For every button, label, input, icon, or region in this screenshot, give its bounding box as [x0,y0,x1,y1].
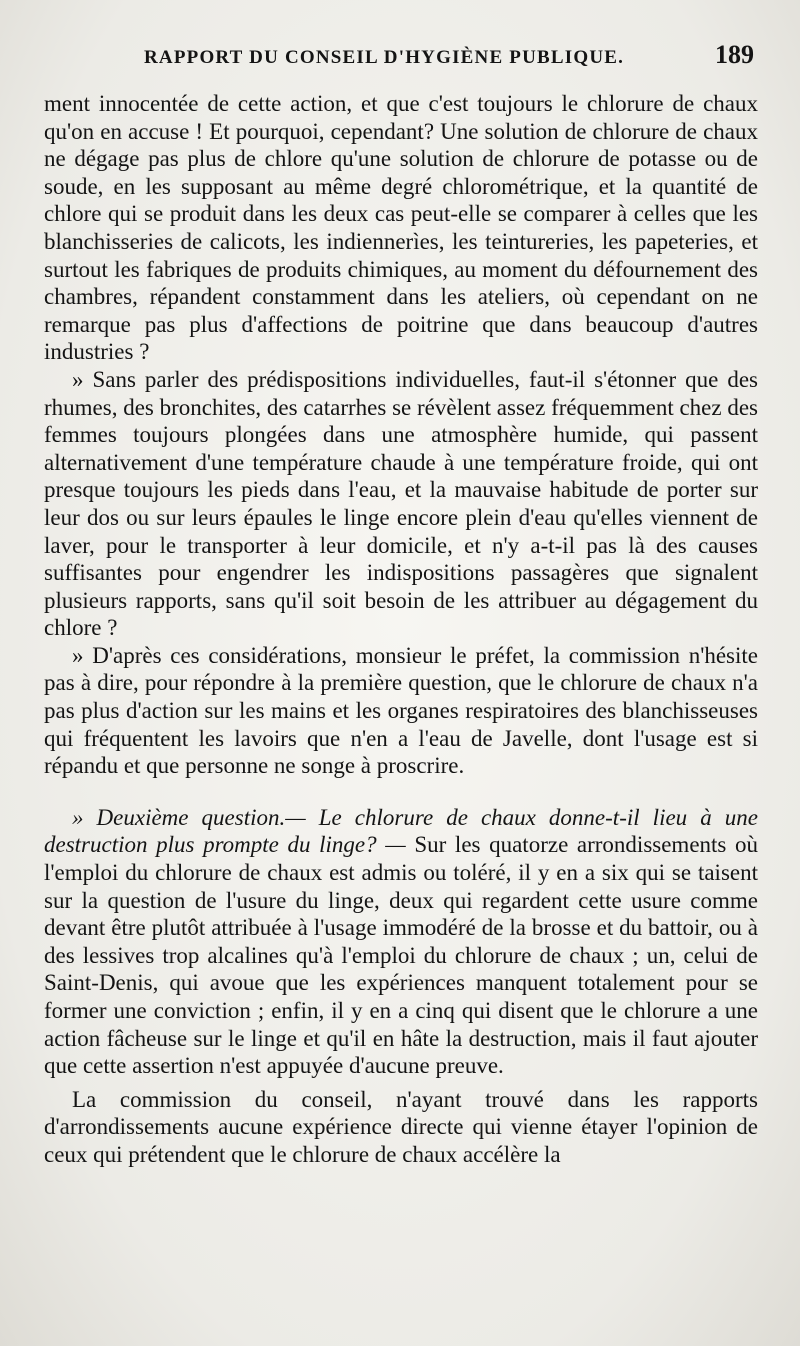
paragraph-5: La commission du conseil, n'ayant trouvé dans les rapports d'arrondissements aucune expérience directe qui vienne étayer l'opinion de ceux qui prétendent que le chlorure de chaux accélère la [44,1086,758,1167]
running-title: RAPPORT DU CONSEIL D'HYGIÈNE PUBLIQUE. [144,47,625,68]
page-number: 189 [715,40,754,69]
paragraph-3: » D'après ces considérations, monsieur le préfet, la commission n'hésite pas à dire, pour répondre à la première question, que le chlorure de chaux n'a pas plus d'action sur les mains et les organes respiratoires des blanchisseuses qui fréquentent les lavoirs que n'en a l'eau de Javelle, dont l'usage est si répandu et que personne ne songe à proscrire. [44,642,758,779]
paragraph-1: ment innocentée de cette action, et que c'est toujours le chlorure de chaux qu'on en accuse ! Et pourquoi, cependant? Une solution de chlorure de chaux ne dégage pas plus de chlore qu'une solution de chlorure de potasse ou de soude, en les supposant au même degré chlorométrique, et la quantité de chlore qui se produit dans les deux cas peut-elle se comparer à celles que les blanchisseries de calicots, les indiennerìes, les teintureries, les papeteries, et surtout les fabriques de produits chimiques, au moment du défournement des chambres, répandent constamment dans les ateliers, où cependant on ne remarque pas plus d'affections de poitrine que dans beaucoup d'autres industries ? [44,91,758,365]
paragraph-4 [44,804,758,1080]
question-heading: » Deuxième question.— Le chlorure de chaux donne-t-il lieu à une destruction plus prompte du linge? — [44,804,758,858]
paragraph-4-body: Sur les quatorze arrondissements où l'emploi du chlorure de chaux est admis ou toléré, il y en a six qui se taisent sur la question de l'usure du linge, deux qui regardent cette usure comme devant être plutôt attribuée à l'usage immodéré de la brosse et du battoir, ou à des lessives trop alcalines qu'à l'emploi du chlorure de chaux ; un, celui de Saint-Denis, qui avoue que les expériences manquent totalement pour se former une conviction ; enfin, il y en a cinq qui disent que le chlorure a une action fâcheuse sur le linge et qu'il en hâte la destruction, mais il faut ajouter que cette assertion n'est appuyée d'aucune preuve. [44,832,758,1079]
paragraph-2: » Sans parler des prédispositions individuelles, faut-il s'étonner que des rhumes, des bronchites, des catarrhes se révèlent assez fréquemment chez des femmes toujours plongées dans une atmosphère humide, qui passent alternativement d'une température chaude à une température froide, qui ont presque toujours les pieds dans l'eau, et la mauvaise habitude de porter sur leur dos ou sur leurs épaules le linge encore plein d'eau qu'elles viennent de laver, pour le transporter à leur domicile, et n'y a-t-il pas là des causes suffisantes pour engendrer les indispositions passagères que signalent plusieurs rapports, sans qu'il soit besoin de les attribuer au dégagement du chlore ? [44,366,758,641]
running-head [44,40,758,90]
section-gap [44,780,758,804]
